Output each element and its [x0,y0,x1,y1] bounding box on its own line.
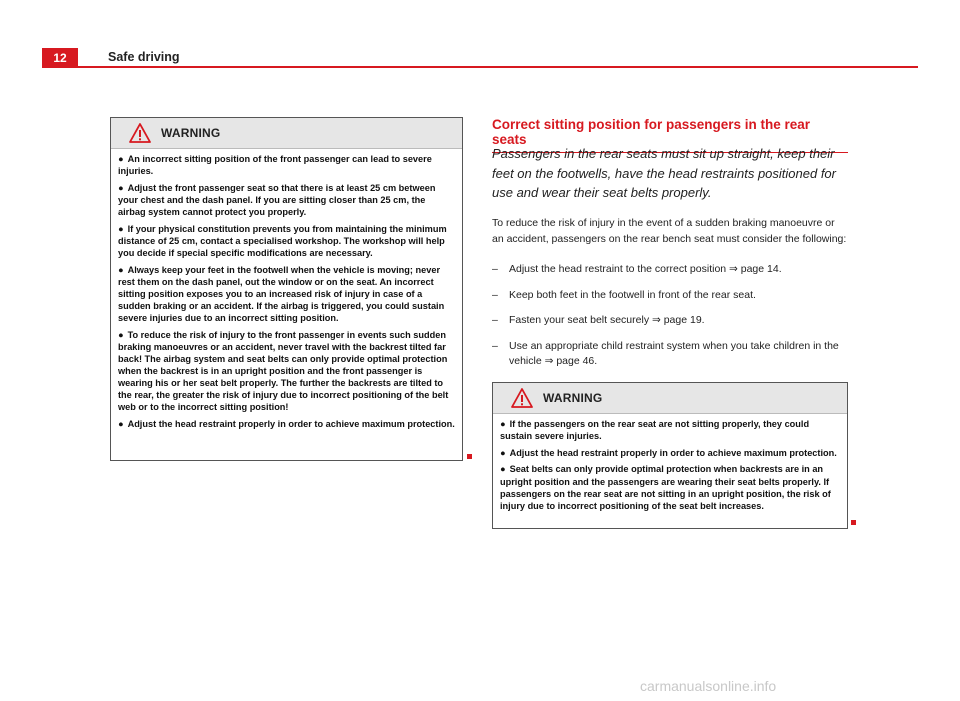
section-body: To reduce the risk of injury in the event of a sudden braking manoeuvre or an accident, passengers on the rear bench seat must consider the following: [492,217,847,245]
section-title: Correct sitting position for passengers in the rear seats [492,117,848,153]
list-item: ● Always keep your feet in the footwell when the vehicle is moving; never rest them on the dash panel, out the window or on the seat. An incorrect sitting position exposes you to an increased risk of injury in case of a sudden braking or an accident. If the airbag is triggered, you could sustain severe injuries due to an incorrect sitting position. [118,264,445,323]
page-number-text: 12 [53,51,67,65]
list-item: – Keep both feet in the footwell in front of the rear seat. [492,288,848,304]
warning-header [111,118,462,149]
warning-box-rear-passengers [492,382,848,529]
list-item: ● An incorrect sitting position of the front passenger can lead to severe injuries. [118,154,432,177]
list-item: ● Seat belts can only provide optimal protection when backrests are in an upright position and the passengers are wearing their seat belts properly. If passengers on the rear seat are not sitting in an upright position, the risk of injury due to incorrect positioning of the seat belt increases. [500,464,831,511]
list-item: – Adjust the head restraint to the correct position ⇒ page 14. [492,262,848,278]
list-item: ● If the passengers on the rear seat are not sitting properly, they could sustain severe injuries. [500,419,810,442]
list-item: ● Adjust the front passenger seat so that there is at least 25 cm between your chest and the dash panel. If you are sitting closer than 25 cm, the airbag system cannot protect you properly. [118,182,436,217]
list-item: ● Adjust the head restraint properly in order to achieve maximum protection. [118,418,455,429]
list-item: – Use an appropriate child restraint system when you take children in the vehicle ⇒ page 46. [492,339,848,370]
list-item: ● Adjust the head restraint properly in order to achieve maximum protection. [500,447,837,458]
list-item: – Fasten your seat belt securely ⇒ page 19. [492,313,848,329]
header-rule [42,66,918,68]
warning-list [493,414,847,512]
page-number [42,48,78,68]
end-of-section-mark [851,520,856,525]
list-item: ● To reduce the risk of injury to the front passenger in events such sudden braking manoeuvres or an accident, never travel with the backrest tilted far back! The airbag system and seat belts can only provide optimal protection when the backrest is in an upright position and the front passenger is wearing his or her seat belt properly. The further the backrests are tilted to the rear, the greater the risk of injury due to incorrect positioning of the belt web or to the incorrect sitting position! [118,329,449,413]
warning-triangle-icon [511,388,533,408]
warning-title: WARNING [543,391,603,405]
warning-triangle-icon [129,123,151,143]
step-list [492,262,848,380]
warning-header [493,383,847,414]
watermark: carmanualsonline.info [640,678,777,694]
warning-title: WARNING [161,126,221,140]
warning-box-front-passenger [110,117,463,461]
page-header-title: Safe driving [108,50,180,64]
list-item: ● If your physical constitution prevents you from maintaining the minimum distance of 25 cm, contact a specialised workshop. The workshop will help you decide if special specific modifications are necessary. [118,223,447,258]
end-of-section-mark [467,454,472,459]
warning-list [111,149,462,430]
section-intro: Passengers in the rear seats must sit up straight, keep their feet on the footwells, have the head restraints positioned for use and wear their seat belts properly. [492,146,836,200]
